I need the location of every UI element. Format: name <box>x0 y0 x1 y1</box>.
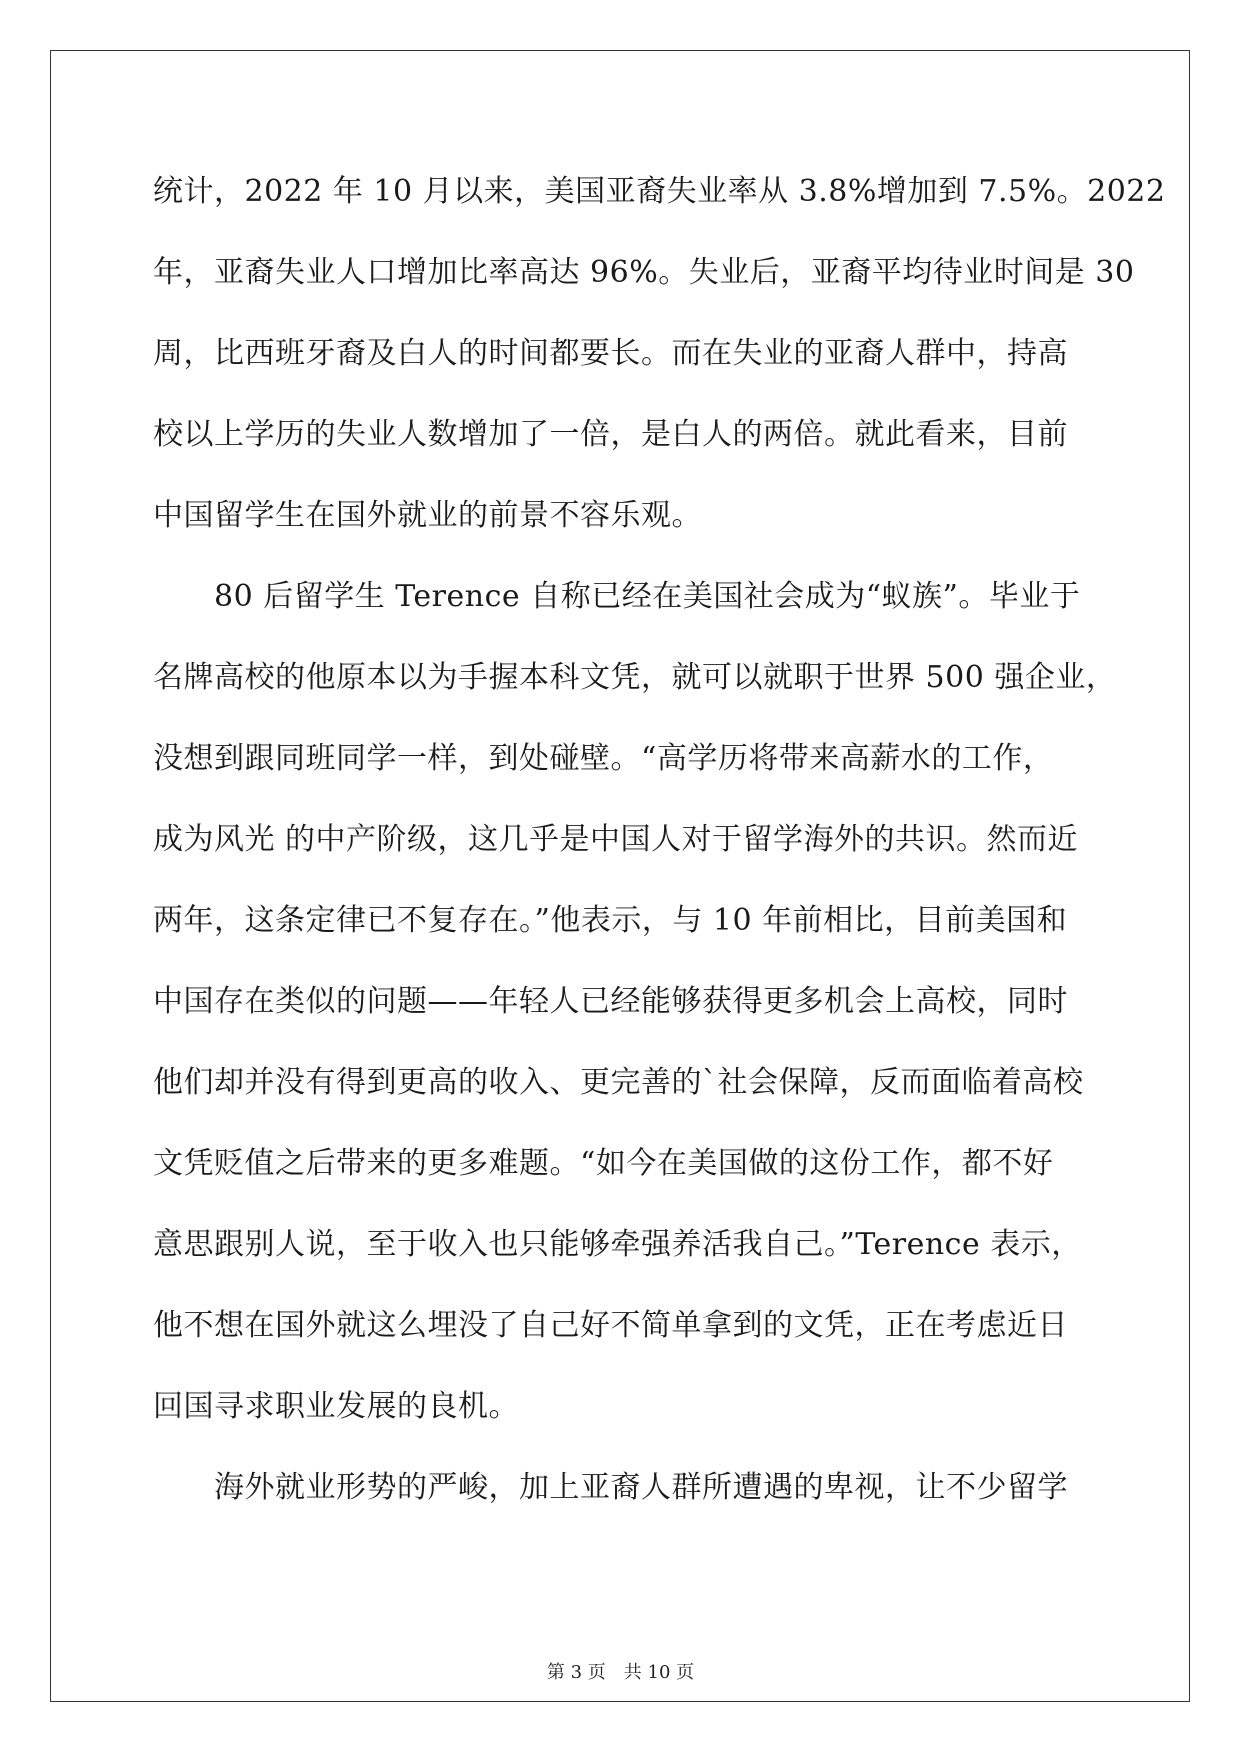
text-line: 中国留学生在国外就业的前景不容乐观。 <box>153 498 702 533</box>
text-line: 意思跟别人说，至于收入也只能够牵强养活我自己。”Terence 表示， <box>153 1227 1082 1262</box>
document-body <box>153 164 1166 1541</box>
text-line: 名牌高校的他原本以为手握本科文凭，就可以就职于世界 500 强企业， <box>153 660 1117 695</box>
text-line: 统计，2022 年 10 月以来，美国亚裔失业率从 3.8%增加到 7.5%。2022 <box>153 174 1166 209</box>
text-line: 他不想在国外就这么埋没了自己好不简单拿到的文凭，正在考虑近日 <box>153 1308 1068 1343</box>
text-line: 成为风光 的中产阶级，这几乎是中国人对于留学海外的共识。然而近 <box>153 822 1079 857</box>
text-line: 80 后留学生 Terence 自称已经在美国社会成为“蚁族”。毕业于 <box>153 579 1081 614</box>
text-line: 中国存在类似的问题——年轻人已经能够获得更多机会上高校，同时 <box>153 984 1068 1019</box>
text-line: 文凭贬值之后带来的更多难题。“如今在美国做的这份工作，都不好 <box>153 1146 1054 1181</box>
text-line: 海外就业形势的严峻，加上亚裔人群所遭遇的卑视，让不少留学 <box>153 1470 1068 1505</box>
text-line: 两年，这条定律已不复存在。”他表示，与 10 年前相比，目前美国和 <box>153 903 1068 938</box>
text-line: 他们却并没有得到更高的收入、更完善的`社会保障，反而面临着高校 <box>153 1065 1084 1100</box>
page-number-footer: 第 3 页 共 10 页 <box>546 1662 695 1683</box>
text-line: 校以上学历的失业人数增加了一倍，是白人的两倍。就此看来，目前 <box>153 417 1068 452</box>
text-line: 回国寻求职业发展的良机。 <box>153 1389 519 1424</box>
text-line: 年，亚裔失业人口增加比率高达 96%。失业后，亚裔平均待业时间是 30 <box>153 255 1135 290</box>
text-line: 没想到跟同班同学一样，到处碰壁。“高学历将带来高薪水的工作， <box>153 741 1054 776</box>
text-line: 周，比西班牙裔及白人的时间都要长。而在失业的亚裔人群中，持高 <box>153 336 1068 371</box>
